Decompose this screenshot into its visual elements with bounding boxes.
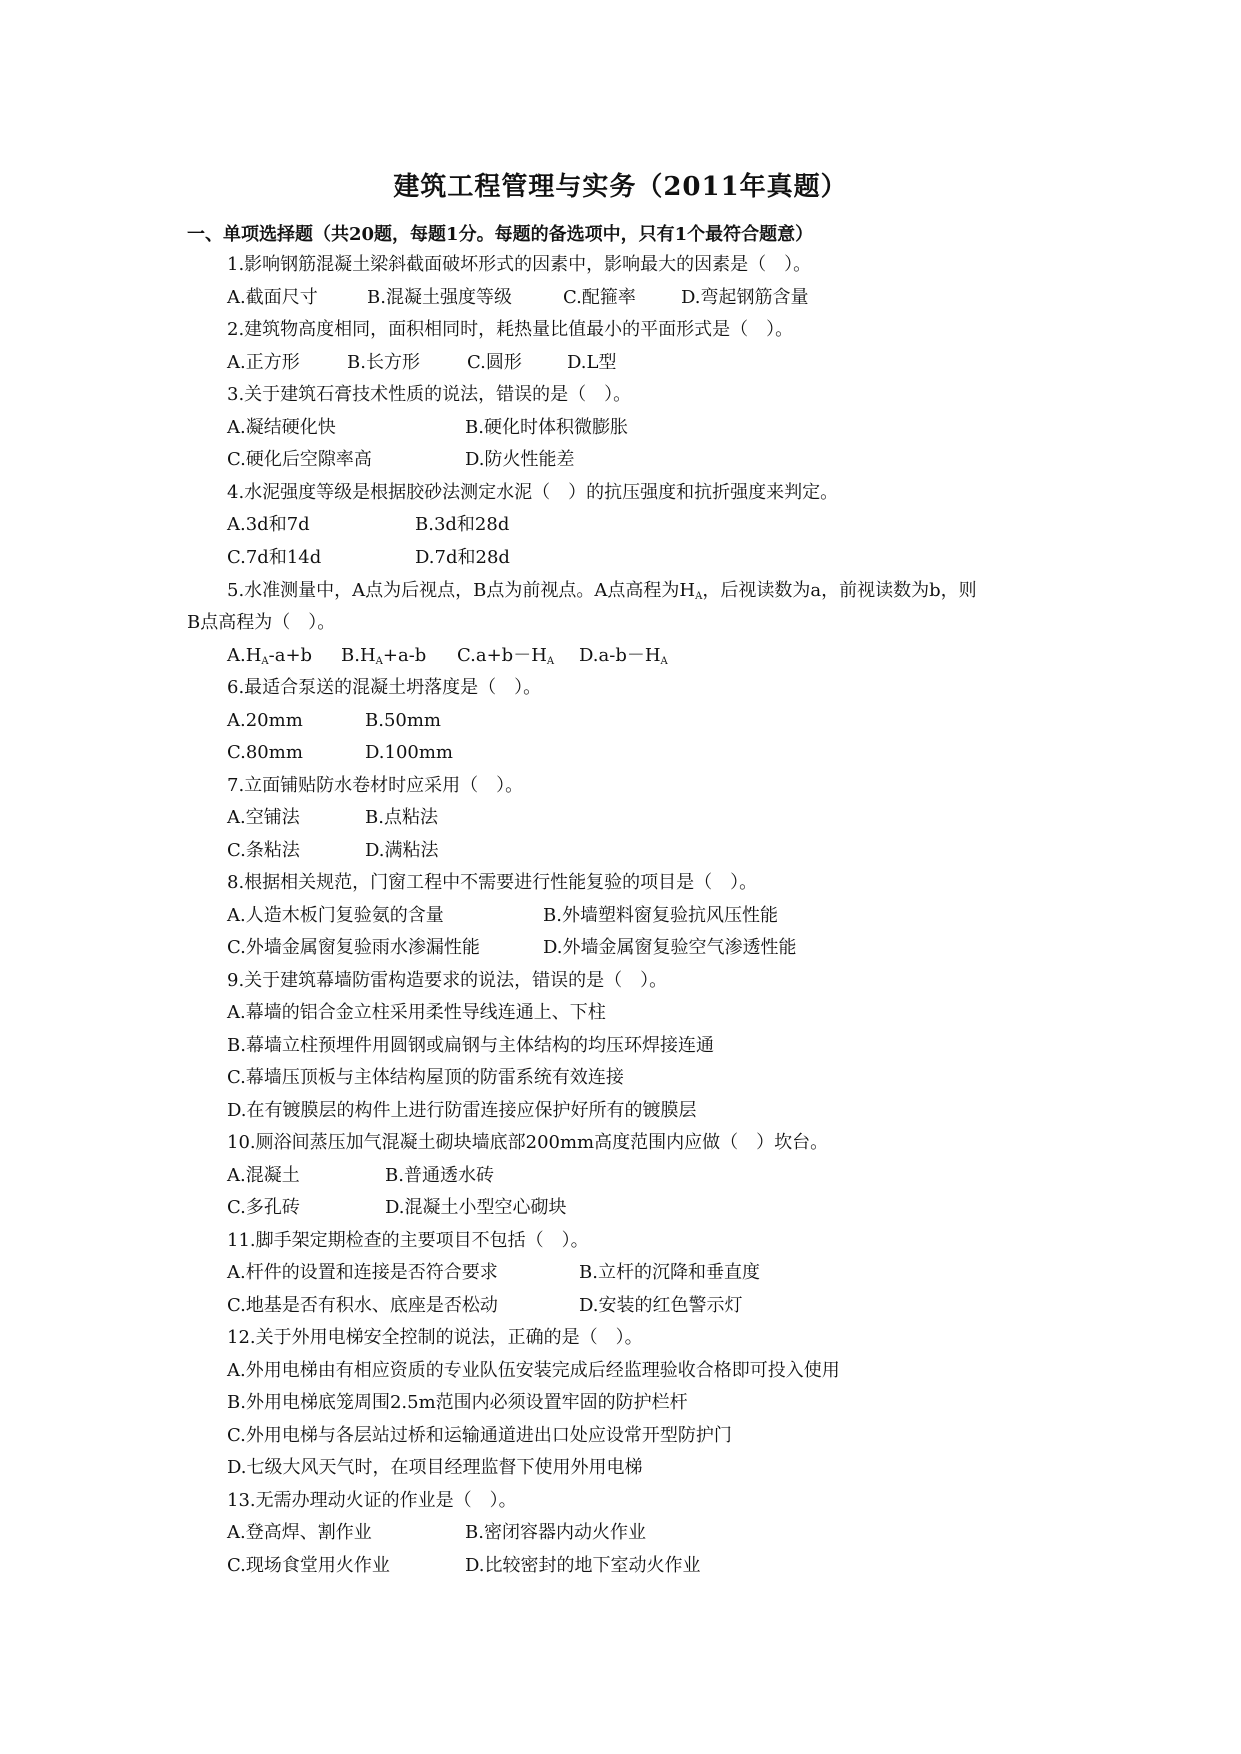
option-c: $C.a+b-H_A$ xyxy=(457,645,555,667)
question-12-option-a: A.外用电梯由有相应资质的专业队伍安装完成后经监理验收合格即可投入使用 xyxy=(227,1360,840,1381)
option-d: D.7d和28d xyxy=(415,547,510,568)
option-a: A.混凝土 xyxy=(227,1165,300,1186)
option-c: C.80mm xyxy=(227,742,303,763)
option-d: D.弯起钢筋含量 xyxy=(681,287,809,308)
option-c: C.配箍率 xyxy=(563,287,636,308)
option-b: B.立杆的沉降和垂直度 xyxy=(579,1262,760,1283)
question-9-option-b: B.幕墙立柱预埋件用圆钢或扁钢与主体结构的均压环焊接连通 xyxy=(227,1035,714,1056)
option-d: D.满粘法 xyxy=(365,840,439,861)
option-a: A.空铺法 xyxy=(227,807,300,828)
option-b: $B.H_A+a-b$ xyxy=(341,645,427,667)
question-5-stem: 5.水准测量中，A点为后视点，B点为前视点。A点高程为$H_A$，后视读数为a，前视读数为b，则 xyxy=(227,580,977,602)
option-a: A.截面尺寸 xyxy=(227,287,318,308)
option-c: C.7d和14d xyxy=(227,547,322,568)
option-a: A.20mm xyxy=(227,710,303,731)
question-3-stem: 3.关于建筑石膏技术性质的说法，错误的是（ ）。 xyxy=(227,384,632,405)
option-c: C.现场食堂用火作业 xyxy=(227,1555,390,1576)
option-c: C.条粘法 xyxy=(227,840,300,861)
option-b: B.点粘法 xyxy=(365,807,438,828)
question-8-stem: 8.根据相关规范，门窗工程中不需要进行性能复验的项目是（ ）。 xyxy=(227,872,758,893)
option-a: A.杆件的设置和连接是否符合要求 xyxy=(227,1262,498,1283)
option-a: A.正方形 xyxy=(227,352,300,373)
question-9-option-c: C.幕墙压顶板与主体结构屋顶的防雷系统有效连接 xyxy=(227,1067,624,1088)
question-9-stem: 9.关于建筑幕墙防雷构造要求的说法，错误的是（ ）。 xyxy=(227,970,668,991)
option-b: B.长方形 xyxy=(347,352,420,373)
option-b: B.50mm xyxy=(365,710,441,731)
option-d: D.防火性能差 xyxy=(465,449,575,470)
option-c: C.圆形 xyxy=(467,352,522,373)
option-c: C.硬化后空隙率高 xyxy=(227,449,372,470)
question-13-stem: 13.无需办理动火证的作业是（ ）。 xyxy=(227,1490,517,1511)
question-4-stem: 4.水泥强度等级是根据胶砂法测定水泥（ ）的抗压强度和抗折强度来判定。 xyxy=(227,482,839,503)
option-a: A.凝结硬化快 xyxy=(227,417,336,438)
question-12-option-b: B.外用电梯底笼周围2.5m范围内必须设置牢固的防护栏杆 xyxy=(227,1392,688,1413)
option-b: B.外墙塑料窗复验抗风压性能 xyxy=(543,905,778,926)
option-d: D.外墙金属窗复验空气渗透性能 xyxy=(543,937,797,958)
option-b: B.混凝土强度等级 xyxy=(367,287,512,308)
option-a: A.3d和7d xyxy=(227,514,310,535)
question-7-stem: 7.立面铺贴防水卷材时应采用（ ）。 xyxy=(227,775,524,796)
option-a: A.登高焊、割作业 xyxy=(227,1522,372,1543)
question-1-stem: 1.影响钢筋混凝土梁斜截面破坏形式的因素中，影响最大的因素是（ ）。 xyxy=(227,254,812,275)
question-2-stem: 2.建筑物高度相同，面积相同时，耗热量比值最小的平面形式是（ ）。 xyxy=(227,319,794,340)
option-b: B.普通透水砖 xyxy=(385,1165,494,1186)
question-12-option-c: C.外用电梯与各层站过桥和运输通道进出口处应设常开型防护门 xyxy=(227,1425,732,1446)
option-d: D.混凝土小型空心砌块 xyxy=(385,1197,567,1218)
question-12-stem: 12.关于外用电梯安全控制的说法，正确的是（ ）。 xyxy=(227,1327,643,1348)
question-9-option-a: A.幕墙的铝合金立柱采用柔性导线连通上、下柱 xyxy=(227,1002,606,1023)
option-d: $D.a-b-H_A$ xyxy=(579,645,668,667)
option-b: B.3d和28d xyxy=(415,514,510,535)
question-10-stem: 10.厕浴间蒸压加气混凝土砌块墙底部200mm高度范围内应做（ ）坎台。 xyxy=(227,1132,829,1153)
option-c: C.地基是否有积水、底座是否松动 xyxy=(227,1295,498,1316)
option-a: $A.H_A-a+b$ xyxy=(227,645,313,667)
option-b: B.密闭容器内动火作业 xyxy=(465,1522,646,1543)
question-6-stem: 6.最适合泵送的混凝土坍落度是（ ）。 xyxy=(227,677,542,698)
question-11-stem: 11.脚手架定期检查的主要项目不包括（ ）。 xyxy=(227,1230,589,1251)
page-title: 建筑工程管理与实务（2011年真题） xyxy=(393,172,848,202)
option-a: A.人造木板门复验氨的含量 xyxy=(227,905,444,926)
question-9-option-d: D.在有镀膜层的构件上进行防雷连接应保护好所有的镀膜层 xyxy=(227,1100,697,1121)
option-d: D.100mm xyxy=(365,742,454,763)
option-d: D.L型 xyxy=(567,352,617,373)
option-d: D.比较密封的地下室动火作业 xyxy=(465,1555,701,1576)
option-d: D.安装的红色警示灯 xyxy=(579,1295,743,1316)
question-12-option-d: D.七级大风天气时，在项目经理监督下使用外用电梯 xyxy=(227,1457,643,1478)
option-c: C.多孔砖 xyxy=(227,1197,300,1218)
question-5-stem-continued: B点高程为（ ）。 xyxy=(187,612,336,633)
section-heading: 一、单项选择题（共20题，每题1分。每题的备选项中，只有1个最符合题意） xyxy=(187,224,814,245)
option-b: B.硬化时体积微膨胀 xyxy=(465,417,628,438)
option-c: C.外墙金属窗复验雨水渗漏性能 xyxy=(227,937,480,958)
